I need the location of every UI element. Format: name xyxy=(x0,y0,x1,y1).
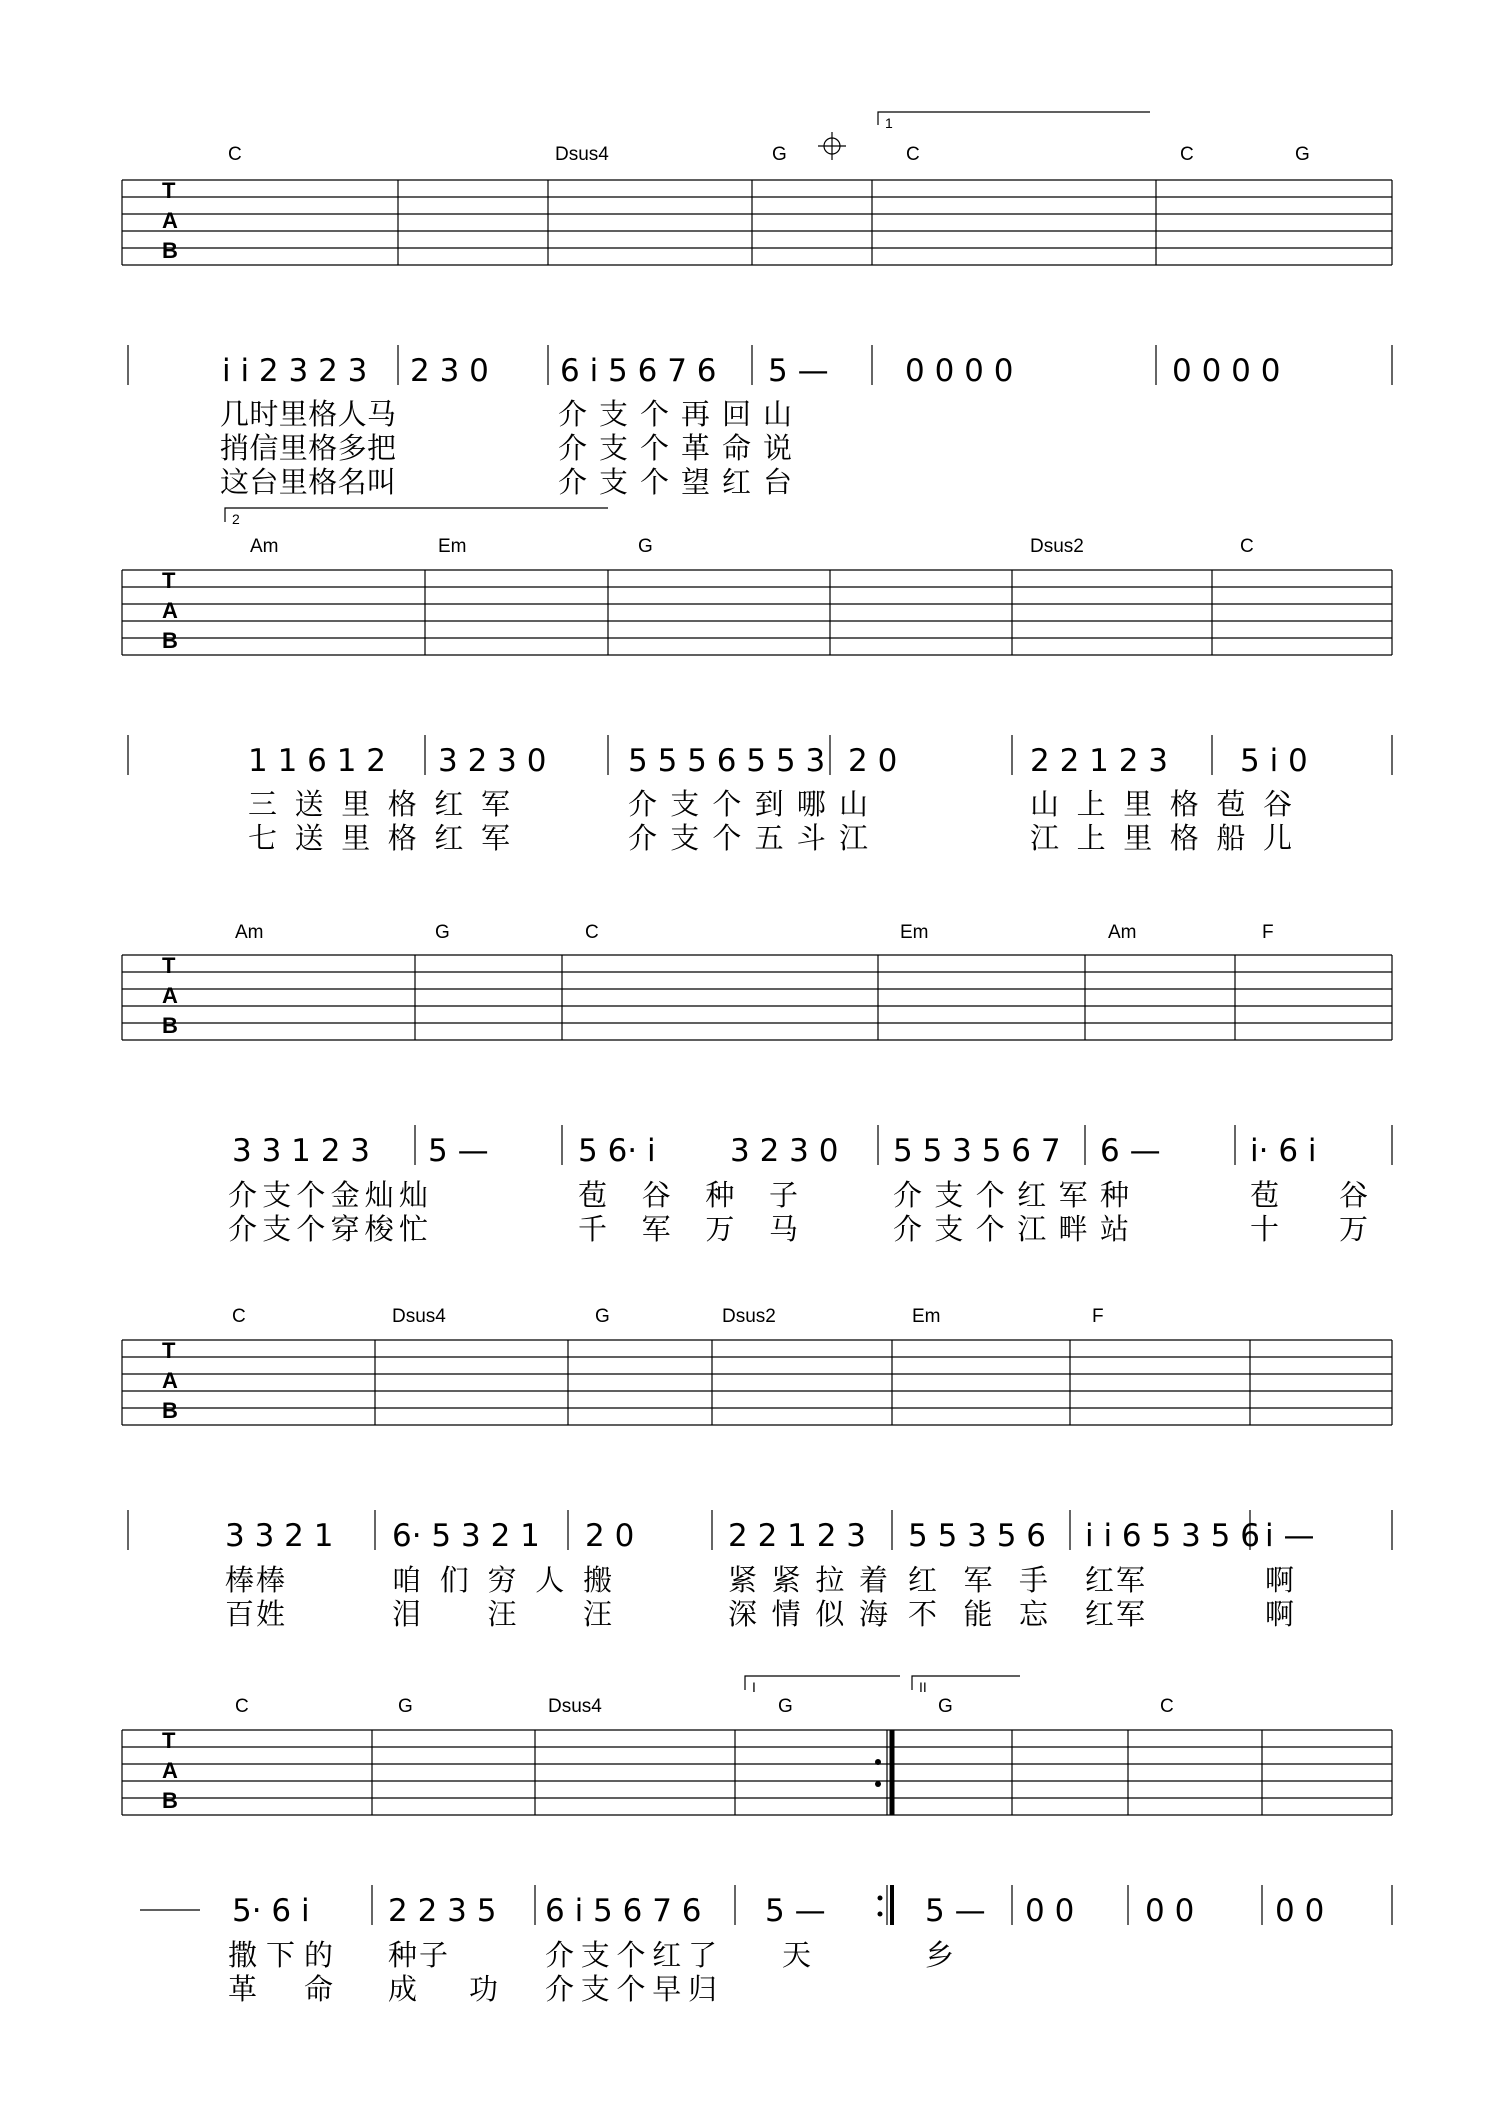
jianpu-measure: 0 0 0 0 xyxy=(1172,353,1281,389)
chord-label: Em xyxy=(438,536,467,557)
chord-label: Am xyxy=(1108,922,1137,943)
jianpu-measure: 5 — xyxy=(428,1133,489,1169)
jianpu-measure: 1 1 6 1 2 xyxy=(248,743,387,779)
lyric-text: 啊 xyxy=(1265,1563,1295,1597)
svg-text:B: B xyxy=(162,238,178,263)
lyric-text: 这台里格名叫 xyxy=(220,465,396,499)
lyric-text: 山上里格苞谷 xyxy=(1030,787,1292,821)
chord-label: C xyxy=(1180,144,1194,165)
jianpu-measure: i — xyxy=(1265,1518,1315,1554)
lyric-text: 介支个早归 xyxy=(545,1972,717,2006)
jianpu-measure: 2 2 3 5 xyxy=(388,1893,497,1929)
lyric-text: 介支个望红台 xyxy=(558,465,792,499)
chord-label: F xyxy=(1262,922,1274,943)
svg-text:A: A xyxy=(162,208,178,233)
jianpu-measure: 3 3 1 2 3 xyxy=(232,1133,371,1169)
svg-text:T: T xyxy=(162,178,176,203)
lyric-text: 天 xyxy=(782,1938,812,1972)
lyric-text: 介支个红军种 xyxy=(893,1178,1129,1212)
svg-text:T: T xyxy=(162,1338,176,1363)
jianpu-measure: 0 0 xyxy=(1145,1893,1195,1929)
chord-label: Am xyxy=(235,922,264,943)
lyric-text: 捎信里格多把 xyxy=(220,431,396,465)
chord-label: Am xyxy=(250,536,279,557)
lyric-text: 乡 xyxy=(925,1938,955,1972)
chord-label: C xyxy=(235,1696,249,1717)
lyric-text: 成功 xyxy=(388,1972,498,2006)
chord-label: G xyxy=(398,1696,413,1717)
chord-label: G xyxy=(778,1696,793,1717)
jianpu-measure: 5 5 3 5 6 7 xyxy=(893,1133,1061,1169)
lyric-text: 苞谷 xyxy=(1250,1178,1368,1212)
lyric-text: 深情似海 xyxy=(728,1597,888,1631)
chord-label: C xyxy=(232,1306,246,1327)
lyric-text: 棒棒 xyxy=(225,1563,285,1597)
jianpu-measure: i i 2 3 2 3 xyxy=(222,353,368,389)
chord-label: C xyxy=(585,922,599,943)
chord-label: Dsus4 xyxy=(548,1696,602,1717)
lyric-text: 百姓 xyxy=(225,1597,285,1631)
svg-text:I: I xyxy=(752,1679,756,1695)
lyric-text: 红军手 xyxy=(908,1563,1048,1597)
lyric-text: 红军 xyxy=(1085,1597,1145,1631)
chord-label: C xyxy=(1160,1696,1174,1717)
jianpu-measure: 0 0 xyxy=(1275,1893,1325,1929)
jianpu-measure: 5· 6 i xyxy=(232,1893,310,1929)
jianpu-measure: 3 2 3 0 xyxy=(438,743,547,779)
jianpu-measure: i i 6 5 3 5 6 xyxy=(1085,1518,1260,1554)
lyric-text: 革命 xyxy=(228,1972,333,2006)
svg-text:II: II xyxy=(919,1679,927,1695)
chord-label: G xyxy=(772,144,787,165)
svg-text:1: 1 xyxy=(885,115,893,131)
lyric-text: 介支个红了 xyxy=(545,1938,717,1972)
chord-label: C xyxy=(228,144,242,165)
chord-label: Dsus4 xyxy=(392,1306,446,1327)
chord-label: Em xyxy=(900,922,929,943)
svg-text:T: T xyxy=(162,568,176,593)
lyric-text: 几时里格人马 xyxy=(220,397,396,431)
svg-text:2: 2 xyxy=(232,511,240,527)
lyric-text: 江上里格船儿 xyxy=(1030,821,1292,855)
jianpu-measure: 5 — xyxy=(765,1893,826,1929)
lyric-text: 介支个再回山 xyxy=(558,397,792,431)
jianpu-measure: 5 5 3 5 6 xyxy=(908,1518,1047,1554)
jianpu-measure: 3 2 3 0 xyxy=(730,1133,839,1169)
chord-label: G xyxy=(938,1696,953,1717)
svg-text:B: B xyxy=(162,628,178,653)
lyric-text: 紧紧拉着 xyxy=(728,1563,888,1597)
svg-text:T: T xyxy=(162,1728,176,1753)
lyric-text: 咱们穷人搬 xyxy=(392,1563,612,1597)
jianpu-measure: 5 — xyxy=(768,353,829,389)
jianpu-measure: 5 6· i xyxy=(578,1133,656,1169)
jianpu-measure: i· 6 i xyxy=(1250,1133,1317,1169)
lyric-text: 介支个江畔站 xyxy=(893,1212,1129,1246)
chord-label: C xyxy=(1240,536,1254,557)
lyric-text: 介支个穿梭忙 xyxy=(228,1212,428,1246)
svg-text:B: B xyxy=(162,1788,178,1813)
jianpu-measure: 0 0 0 0 xyxy=(905,353,1014,389)
chord-label: G xyxy=(595,1306,610,1327)
lyric-text: 撒下的 xyxy=(228,1938,333,1972)
lyric-text: 不能忘 xyxy=(908,1597,1048,1631)
lyric-text: 啊 xyxy=(1265,1597,1295,1631)
chord-label: Dsus2 xyxy=(722,1306,776,1327)
lyric-text: 十万 xyxy=(1250,1212,1368,1246)
chord-label: G xyxy=(638,536,653,557)
jianpu-measure: 2 2 1 2 3 xyxy=(728,1518,867,1554)
jianpu-measure: 6 i 5 6 7 6 xyxy=(560,353,717,389)
jianpu-measure: 2 0 xyxy=(848,743,898,779)
lyric-text: 千军万马 xyxy=(578,1212,798,1246)
lyric-text: 七送里格红军 xyxy=(248,821,510,855)
svg-text:B: B xyxy=(162,1398,178,1423)
jianpu-measure: 5 5 5 6 5 5 3 xyxy=(628,743,826,779)
lyric-text: 介支个到哪山 xyxy=(628,787,868,821)
lyric-text: 种子 xyxy=(388,1938,448,1972)
svg-text:A: A xyxy=(162,598,178,623)
chord-label: G xyxy=(1295,144,1310,165)
svg-text:A: A xyxy=(162,1368,178,1393)
chord-label: Em xyxy=(912,1306,941,1327)
chord-label: Dsus2 xyxy=(1030,536,1084,557)
jianpu-measure: 0 0 xyxy=(1025,1893,1075,1929)
lyric-text: 介支个金灿灿 xyxy=(228,1178,428,1212)
jianpu-measure: 2 0 xyxy=(585,1518,635,1554)
jianpu-measure: 5 — xyxy=(925,1893,986,1929)
chord-label: C xyxy=(906,144,920,165)
svg-text:T: T xyxy=(162,953,176,978)
jianpu-measure: 6· 5 3 2 1 xyxy=(392,1518,540,1554)
lyric-text: 苞谷种子 xyxy=(578,1178,798,1212)
chord-label: Dsus4 xyxy=(555,144,609,165)
lyric-text: 红军 xyxy=(1085,1563,1145,1597)
svg-text:A: A xyxy=(162,983,178,1008)
lyric-text: 介支个革命说 xyxy=(558,431,792,465)
jianpu-measure: 3 3 2 1 xyxy=(225,1518,334,1554)
jianpu-measure: 5 i 0 xyxy=(1240,743,1308,779)
svg-text:B: B xyxy=(162,1013,178,1038)
jianpu-measure: 6 — xyxy=(1100,1133,1161,1169)
svg-text:A: A xyxy=(162,1758,178,1783)
jianpu-measure: 6 i 5 6 7 6 xyxy=(545,1893,702,1929)
lyric-text: 泪汪汪 xyxy=(392,1597,612,1631)
lyric-text: 三送里格红军 xyxy=(248,787,510,821)
jianpu-measure: 2 3 0 xyxy=(410,353,489,389)
chord-label: G xyxy=(435,922,450,943)
chord-label: F xyxy=(1092,1306,1104,1327)
lyric-text: 介支个五斗江 xyxy=(628,821,868,855)
jianpu-measure: 2 2 1 2 3 xyxy=(1030,743,1169,779)
